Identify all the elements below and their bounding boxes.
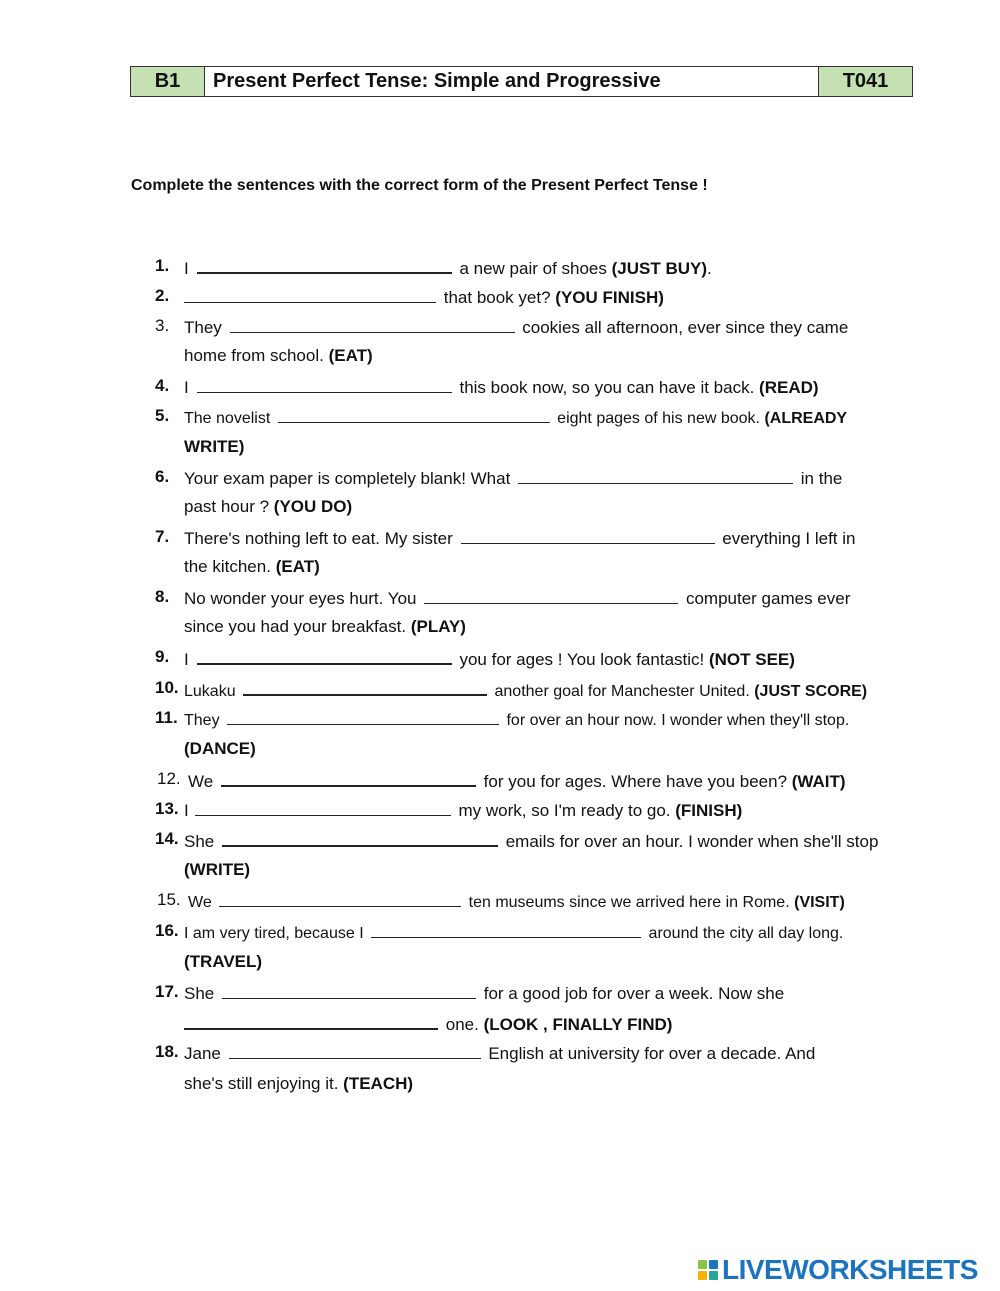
answer-blank[interactable] — [278, 405, 550, 423]
exercise-text: everything I left in — [722, 529, 856, 548]
exercise-7-continued — [184, 556, 320, 578]
exercise-text: They — [184, 318, 222, 337]
exercise-11 — [184, 707, 849, 729]
answer-blank[interactable] — [222, 981, 476, 999]
verb-hint: (YOU FINISH) — [555, 288, 664, 307]
exercise-text: We — [188, 894, 212, 911]
exercise-text: The novelist — [184, 410, 271, 427]
answer-blank[interactable] — [229, 1041, 481, 1059]
exercise-text: for a good job for over a week. Now she — [483, 984, 785, 1003]
verb-hint: (ALREADY — [764, 410, 848, 427]
logo-block — [709, 1271, 718, 1280]
exercise-1 — [184, 255, 712, 277]
exercise-15 — [188, 889, 845, 911]
exercise-text: I — [184, 650, 189, 669]
exercise-text: this book now, so you can have it back. — [459, 378, 755, 397]
exercise-number: 2. — [155, 286, 170, 305]
exercise-17-continued — [184, 1011, 672, 1033]
exercise-18-continued — [184, 1073, 413, 1095]
exercise-text: I — [184, 378, 189, 397]
exercise-text: She — [184, 832, 215, 851]
logo-block — [709, 1260, 718, 1269]
worksheet-title: Present Perfect Tense: Simple and Progressive — [205, 67, 819, 97]
verb-hint: (WRITE) — [184, 860, 251, 879]
exercise-number: 13. — [155, 799, 179, 818]
verb-hint: (DANCE) — [184, 739, 256, 758]
worksheet-code: T041 — [819, 67, 913, 97]
exercise-13 — [184, 798, 742, 820]
verb-hint: WRITE) — [184, 437, 245, 456]
exercise-number: 16. — [155, 921, 179, 940]
exercise-text: my work, so I'm ready to go. — [458, 801, 671, 820]
logo-blocks-icon — [698, 1260, 718, 1280]
verb-hint: (FINISH) — [675, 801, 743, 820]
exercise-text: she's still enjoying it. — [184, 1074, 339, 1093]
exercise-text: eight pages of his new book. — [557, 410, 760, 427]
answer-blank[interactable] — [230, 315, 515, 333]
verb-hint: (READ) — [759, 378, 819, 397]
exercise-10 — [184, 677, 867, 699]
exercise-text: There's nothing left to eat. My sister — [184, 529, 453, 548]
exercise-text: We — [188, 772, 214, 791]
exercise-text: another goal for Manchester United. — [494, 683, 750, 700]
answer-blank[interactable] — [227, 707, 499, 725]
exercise-number: 1. — [155, 256, 170, 275]
verb-hint: (WAIT) — [791, 772, 846, 791]
exercise-number: 14. — [155, 829, 179, 848]
verb-hint: (TRAVEL) — [184, 952, 263, 971]
exercise-16 — [184, 920, 843, 942]
exercise-text: Lukaku — [184, 683, 236, 700]
exercise-text: that book yet? — [443, 288, 551, 307]
verb-hint: (VISIT) — [794, 894, 845, 911]
answer-blank[interactable] — [221, 768, 476, 787]
exercise-text: home from school. — [184, 346, 324, 365]
exercise-5 — [184, 405, 847, 427]
exercise-number: 10. — [155, 678, 179, 697]
exercise-number: 15. — [157, 890, 181, 909]
exercise-text: They — [184, 712, 220, 729]
exercise-14-continued — [184, 859, 250, 881]
verb-hint: (LOOK , FINALLY FIND) — [483, 1015, 673, 1034]
exercise-text: cookies all afternoon, ever since they came — [522, 318, 849, 337]
exercise-text: around the city all day long. — [648, 925, 844, 942]
exercise-text: you for ages ! You look fantastic! — [459, 650, 705, 669]
exercise-text: She — [184, 984, 215, 1003]
exercise-number: 12. — [157, 769, 181, 788]
exercise-number: 17. — [155, 982, 179, 1001]
exercise-text: No wonder your eyes hurt. You — [184, 589, 417, 608]
exercise-17 — [184, 981, 784, 1003]
answer-blank[interactable] — [222, 828, 498, 847]
exercise-text: emails for over an hour. I wonder when she'll stop — [505, 832, 879, 851]
exercise-text: for you for ages. Where have you been? — [483, 772, 788, 791]
exercise-16-continued — [184, 951, 262, 973]
exercise-7 — [184, 526, 855, 548]
exercise-2 — [184, 285, 664, 307]
verb-hint: (JUST SCORE) — [754, 683, 868, 700]
instructions: Complete the sentences with the correct form of the Present Perfect Tense ! — [131, 177, 708, 194]
exercise-text: I am very tired, because I — [184, 925, 364, 942]
exercise-11-continued — [184, 738, 256, 760]
exercise-number: 3. — [155, 316, 170, 335]
exercise-text: English at university for over a decade. And — [488, 1044, 816, 1063]
exercise-text: Jane — [184, 1044, 221, 1063]
answer-blank[interactable] — [219, 889, 461, 907]
exercise-number: 4. — [155, 376, 170, 395]
answer-blank[interactable] — [184, 285, 436, 303]
verb-hint: (YOU DO) — [273, 497, 353, 516]
exercise-6 — [184, 466, 842, 488]
verb-hint: (PLAY) — [410, 617, 466, 636]
exercise-text: . — [707, 259, 712, 278]
exercise-number: 5. — [155, 406, 170, 425]
answer-blank[interactable] — [243, 677, 487, 696]
verb-hint: (NOT SEE) — [708, 650, 795, 669]
answer-blank[interactable] — [424, 586, 678, 604]
exercise-text: one. — [445, 1015, 479, 1034]
verb-hint: (EAT) — [328, 346, 373, 365]
answer-blank[interactable] — [461, 526, 715, 544]
exercise-number: 11. — [155, 708, 178, 727]
logo-block — [698, 1271, 707, 1280]
exercise-5-continued — [184, 436, 244, 458]
exercise-9 — [184, 646, 795, 668]
exercise-text: since you had your breakfast. — [184, 617, 407, 636]
exercise-text: past hour ? — [184, 497, 270, 516]
logo-block — [698, 1260, 707, 1269]
exercise-number: 9. — [155, 647, 170, 666]
verb-hint: (EAT) — [275, 557, 320, 576]
exercise-4 — [184, 375, 819, 397]
exercise-text: ten museums since we arrived here in Rome. — [468, 894, 790, 911]
exercise-18 — [184, 1041, 815, 1063]
answer-blank[interactable] — [371, 920, 641, 938]
exercise-text: the kitchen. — [184, 557, 271, 576]
exercise-number: 7. — [155, 527, 170, 546]
exercise-text: Your exam paper is completely blank! What — [184, 469, 511, 488]
exercise-12 — [188, 768, 846, 790]
answer-blank[interactable] — [195, 798, 451, 816]
answer-blank[interactable] — [518, 466, 793, 484]
answer-blank[interactable] — [197, 646, 452, 665]
exercise-text: for over an hour now. I wonder when they'll stop. — [506, 712, 850, 729]
level-cell: B1 — [131, 67, 205, 97]
exercise-6-continued — [184, 496, 352, 518]
answer-blank[interactable] — [184, 1011, 438, 1030]
answer-blank[interactable] — [197, 375, 452, 393]
exercise-text: a new pair of shoes — [459, 259, 607, 278]
exercise-text: I — [184, 259, 189, 278]
exercise-number: 6. — [155, 467, 170, 486]
exercise-8-continued — [184, 616, 466, 638]
answer-blank[interactable] — [197, 255, 452, 274]
exercise-3 — [184, 315, 848, 337]
liveworksheets-logo — [698, 1255, 978, 1285]
verb-hint: (TEACH) — [343, 1074, 414, 1093]
exercise-14 — [184, 828, 878, 850]
exercise-text: I — [184, 801, 189, 820]
exercise-8 — [184, 586, 850, 608]
verb-hint: (JUST BUY) — [611, 259, 708, 278]
exercise-3-continued — [184, 345, 373, 367]
exercise-text: in the — [800, 469, 843, 488]
logo-text: LIVEWORKSHEETS — [722, 1254, 978, 1285]
exercise-number: 18. — [155, 1042, 179, 1061]
worksheet-header — [130, 66, 913, 97]
exercise-number: 8. — [155, 587, 170, 606]
exercise-text: computer games ever — [685, 589, 851, 608]
